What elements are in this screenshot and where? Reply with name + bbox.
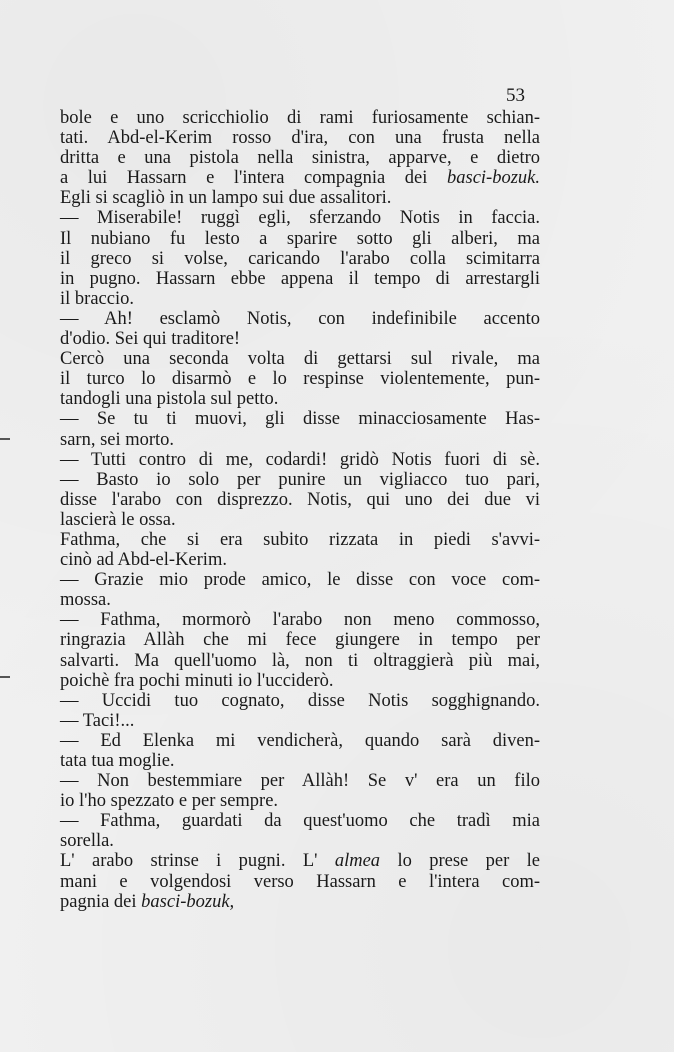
text-segment: pagnia dei (60, 891, 142, 912)
text-line: — Basto io solo per punire un vigliacco tuo pari, (60, 469, 540, 490)
italic-term: basci-bozuk. (447, 168, 540, 189)
text-line: tandogli una pistola sul petto. (60, 389, 279, 410)
text-line: sorella. (60, 831, 114, 852)
text-line: mani e volgendosi verso Hassarn e l'intera com- (60, 871, 540, 892)
text-line: — Ed Elenka mi vendicherà, quando sarà diven- (60, 730, 540, 751)
text-line (60, 892, 540, 912)
text-line: tati. Abd-el-Kerim rosso d'ira, con una frusta nella (60, 128, 540, 149)
text-line: — Taci!... (60, 710, 135, 731)
page-number: 53 (506, 85, 525, 106)
text-line: Fathma, che si era subito rizzata in piedi s'avvi- (60, 529, 540, 550)
text-line: il turco lo disarmò e lo respinse violentemente, pun- (60, 369, 540, 390)
text-segment: L' arabo strinse i pugni. L' (60, 851, 335, 872)
text-line: cinò ad Abd-el-Kerim. (60, 550, 227, 571)
text-line: il greco si volse, caricando l'arabo colla scimitarra (60, 248, 540, 269)
text-line: — Fathma, mormorò l'arabo non meno commosso, (60, 610, 540, 631)
text-line: — Miserabile! ruggì egli, sferzando Notis in faccia. (60, 208, 540, 229)
edge-mark (0, 676, 10, 678)
text-line: tata tua moglie. (60, 751, 175, 771)
text-line: bole e uno scricchiolio di rami furiosamente schian- (60, 108, 540, 128)
text-line: — Ah! esclamò Notis, con indefinibile accento (60, 308, 540, 329)
text-line (60, 168, 540, 188)
text-line: disse l'arabo con disprezzo. Notis, qui uno dei due vi (60, 489, 540, 510)
text-line: io l'ho spezzato e per sempre. (60, 791, 279, 812)
text-line: d'odio. Sei qui traditore! (60, 329, 241, 350)
text-line: — Uccidi tuo cognato, disse Notis sogghignando. (60, 690, 540, 711)
text-line: dritta e una pistola nella sinistra, apparve, e dietro (60, 148, 540, 169)
body-text (60, 108, 540, 912)
text-line: Il nubiano fu lesto a sparire sotto gli alberi, ma (60, 228, 540, 249)
text-line: ringrazia Allàh che mi fece giungere in tempo per (60, 630, 540, 651)
text-line: — Grazie mio prode amico, le disse con voce com- (60, 570, 540, 591)
text-line: in pugno. Hassarn ebbe appena il tempo di arrestargli (60, 268, 540, 289)
text-line: sarn, sei morto. (60, 429, 175, 450)
edge-mark (0, 438, 10, 440)
text-line: lascierà le ossa. (60, 509, 176, 530)
text-line: Egli si scagliò in un lampo sui due assalitori. (60, 188, 392, 209)
text-line: salvarti. Ma quell'uomo là, non ti oltraggierà più mai, (60, 650, 540, 671)
text-line: mossa. (60, 590, 111, 611)
text-line: — Fathma, guardati da quest'uomo che tradì mia (60, 811, 540, 832)
text-segment: a lui Hassarn e l'intera compagnia dei (60, 168, 447, 189)
italic-term: almea (334, 851, 381, 872)
text-line (60, 851, 540, 871)
text-segment: lo prese per le (380, 851, 540, 872)
italic-term: basci-bozuk, (141, 891, 235, 912)
text-line: Cercò una seconda volta di gettarsi sul rivale, ma (60, 349, 540, 370)
text-line: — Tutti contro di me, codardi! gridò Notis fuori di sè. (60, 449, 540, 470)
text-line: — Se tu ti muovi, gli disse minacciosamente Has- (60, 409, 540, 430)
text-line: poichè fra pochi minuti io l'ucciderò. (60, 670, 334, 691)
text-line: — Non bestemmiare per Allàh! Se v' era un filo (60, 771, 540, 792)
text-line: il braccio. (60, 288, 134, 309)
